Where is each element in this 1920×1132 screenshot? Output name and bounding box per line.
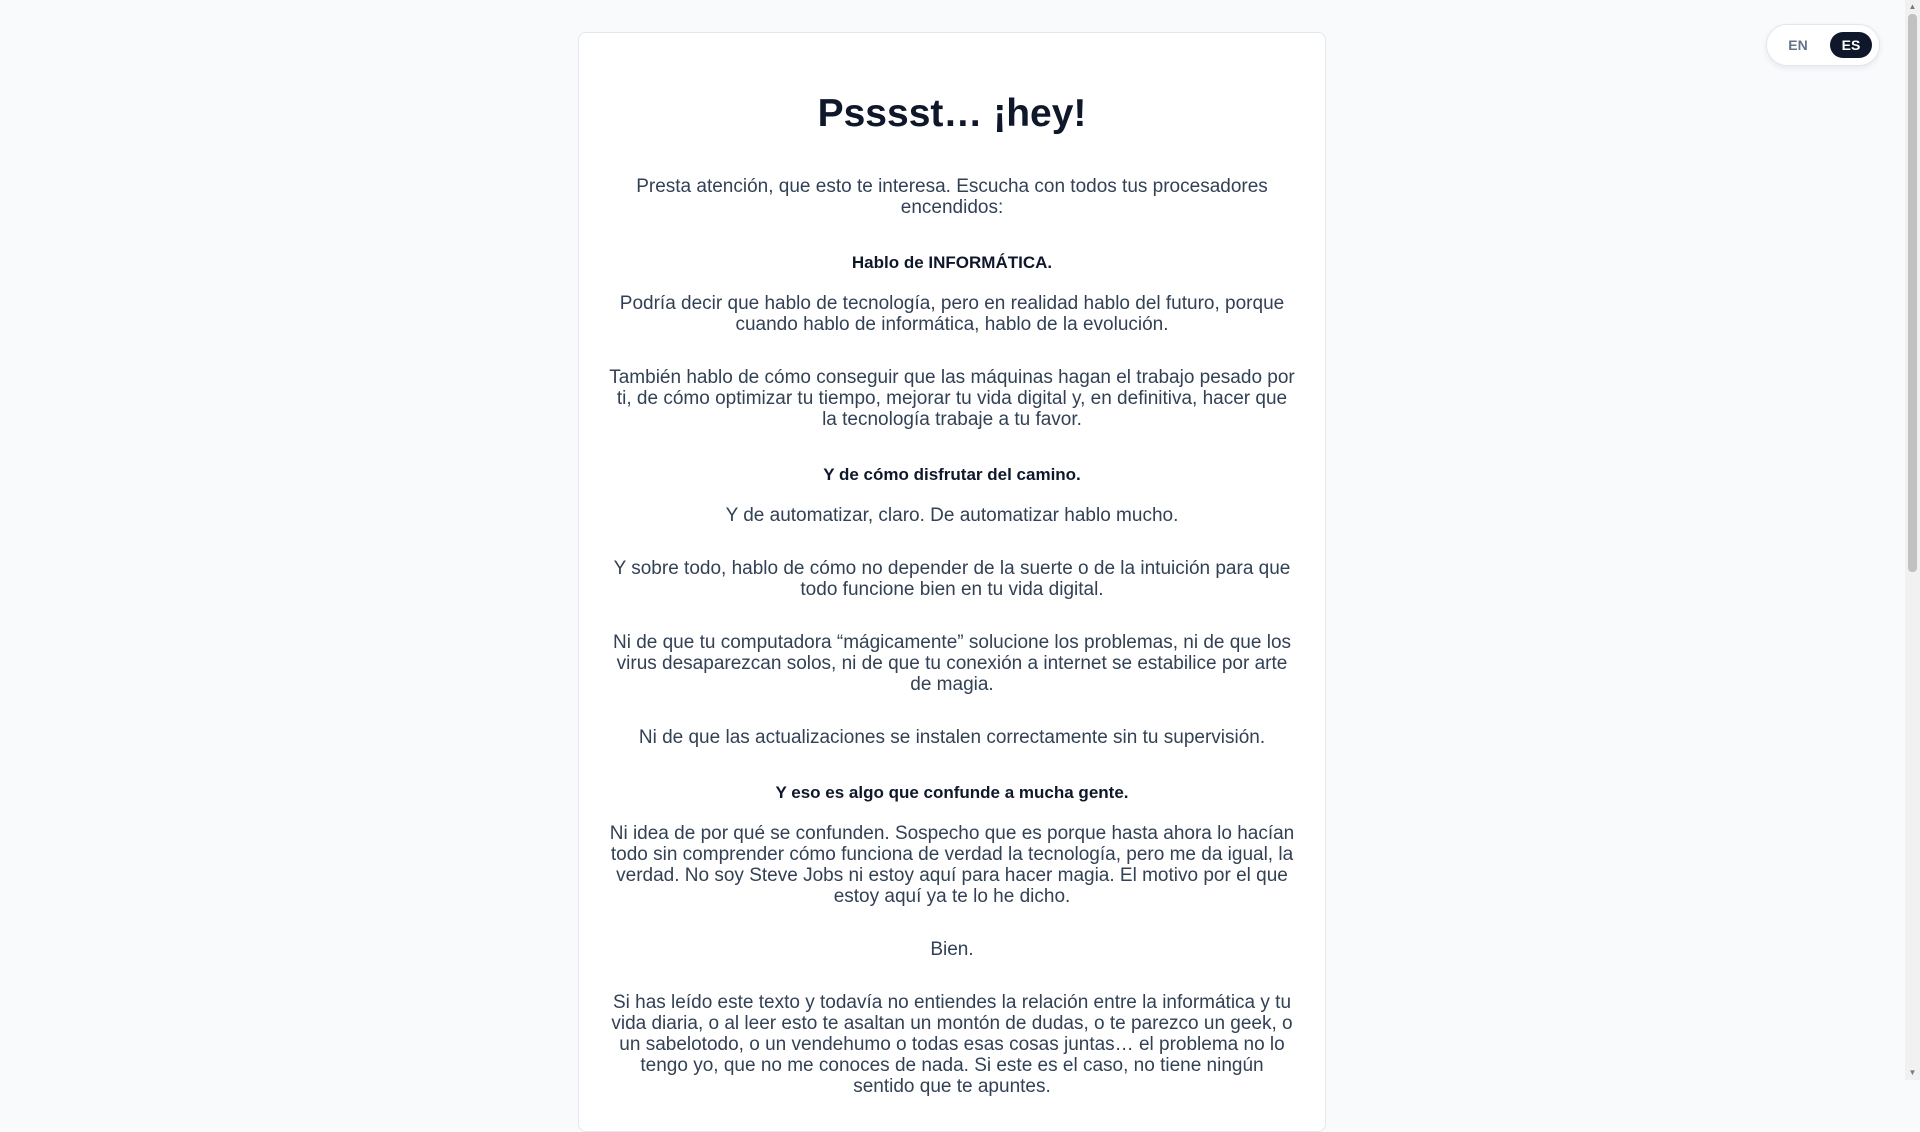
paragraph: Podría decir que hablo de tecnología, pero en realidad hablo del futuro, porque cuando hablo de informática, hablo de la evolución. [619, 292, 1285, 335]
paragraph: Ni de que las actualizaciones se instalen correctamente sin tu supervisión. [638, 726, 1266, 748]
language-switch [1766, 24, 1880, 66]
paragraph: Ni idea de por qué se confunden. Sospecho que es porque hasta ahora lo hacían todo sin comprender cómo funciona de verdad la tecnología, pero me da igual, la verdad. No soy Steve Jobs ni estoy aquí para hacer magia. El motivo por el que estoy aquí ya te lo he dicho. [609, 822, 1295, 907]
content-card [578, 32, 1326, 1132]
language-en-button[interactable]: EN [1777, 32, 1819, 58]
paragraph: Y sobre todo, hablo de cómo no depender de la suerte o de la intuición para que todo funcione bien en tu vida digital. [613, 557, 1291, 600]
paragraph: Ni de que tu computadora “mágicamente” solucione los problemas, ni de que los virus desaparezcan solos, ni de que tu conexión a internet se estabilice por arte de magia. [612, 631, 1292, 695]
paragraph: Presta atención, que esto te interesa. Escucha con todos tus procesadores encendidos: [636, 175, 1268, 218]
vertical-scrollbar[interactable] [1905, 0, 1920, 1080]
paragraph-bold: Y eso es algo que confunde a mucha gente. [775, 782, 1129, 802]
paragraph: También hablo de cómo conseguir que las máquinas hagan el trabajo pesado por ti, de cómo optimizar tu tiempo, mejorar tu vida digital y, en definitiva, hacer que la tecnología trabaje a tu favor. [609, 366, 1295, 430]
scrollbar-thumb[interactable] [1908, 14, 1917, 572]
paragraph-bold: Hablo de INFORMÁTICA. [851, 252, 1053, 272]
paragraph-bold: Y de cómo disfrutar del camino. [823, 464, 1081, 484]
paragraph: Y de automatizar, claro. De automatizar hablo mucho. [725, 504, 1179, 526]
paragraph: Bien. [930, 938, 974, 960]
page-title: Psssst… ¡hey! [817, 92, 1087, 135]
language-es-button[interactable]: ES [1830, 32, 1872, 58]
scroll-down-arrow-icon[interactable]: ▼ [1908, 1068, 1917, 1077]
scroll-up-arrow-icon[interactable]: ▲ [1908, 2, 1917, 11]
paragraph: Si has leído este texto y todavía no entiendes la relación entre la informática y tu vida diaria, o al leer esto te asaltan un montón de dudas, o te parezco un geek, o un sabelotodo, o un vendehumo o todas esas cosas juntas… el problema no lo tengo yo, que no me conoces de nada. Si este es el caso, no tiene ningún sentido que te apuntes. [611, 991, 1293, 1097]
